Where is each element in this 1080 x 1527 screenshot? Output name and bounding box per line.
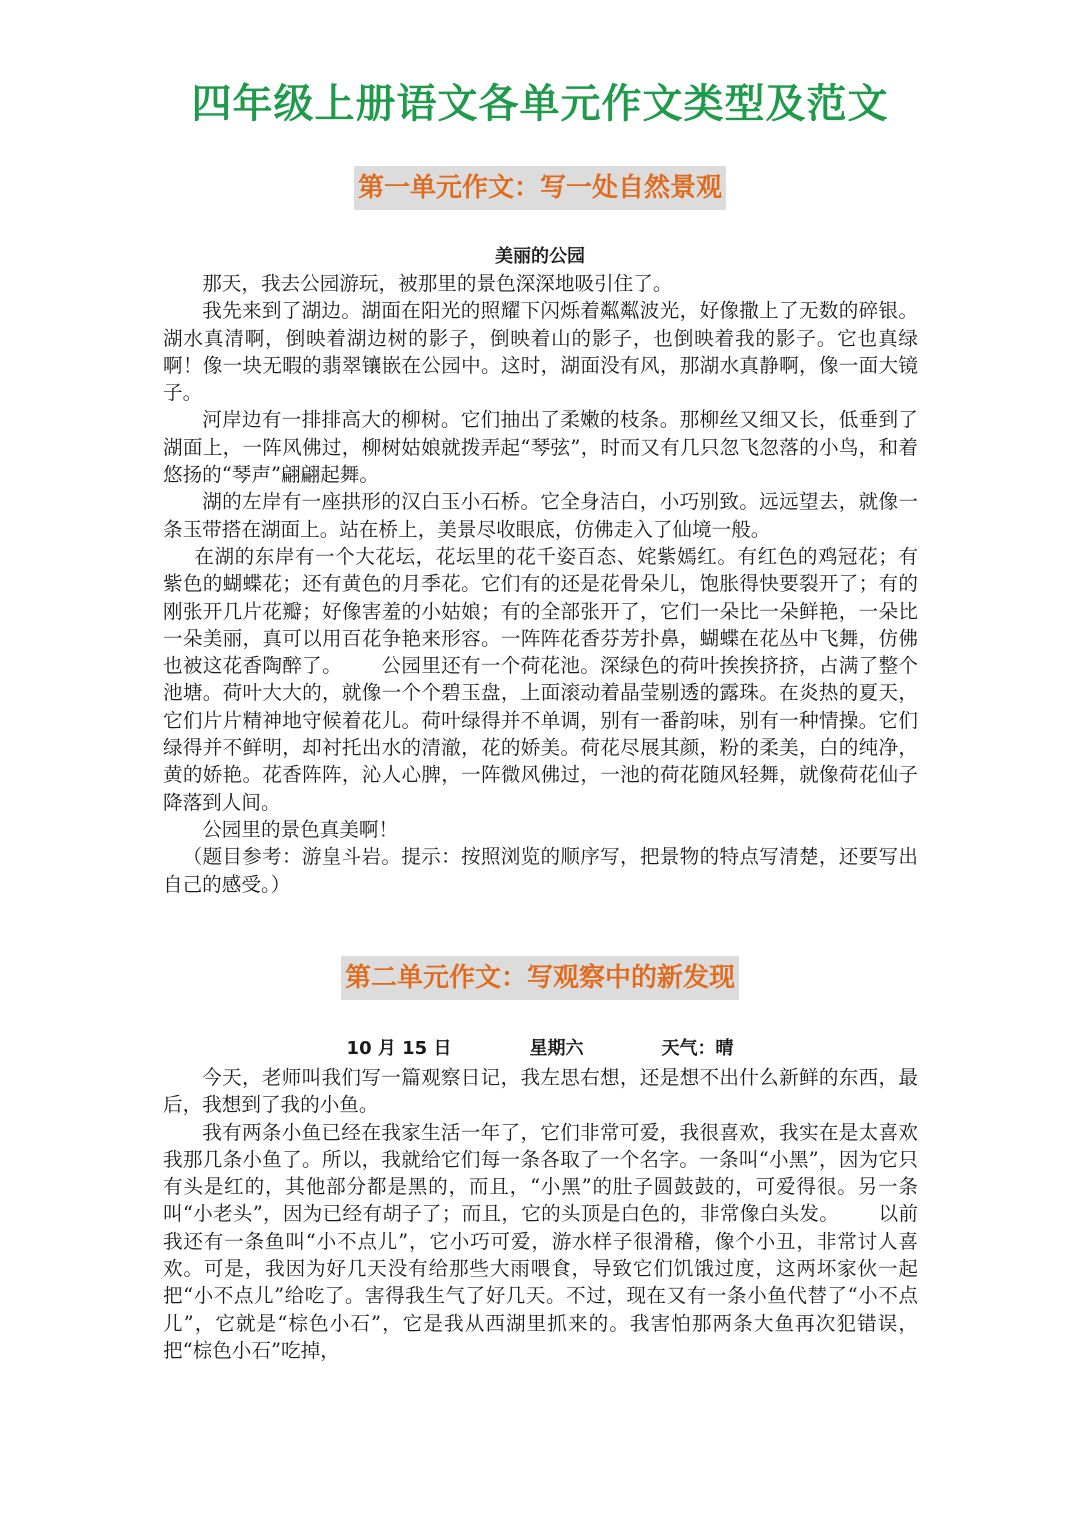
unit1-paragraph-5b: 公园里还有一个荷花池。深绿色的荷叶挨挨挤挤，占满了整个池塘。荷叶大大的，就像一个个碧玉盘，上面滚动着晶莹剔透的露珠。在炎热的夏天，它们片片精神地守候着花儿。荷叶绿得并不单调，别有一番韵味，别有一种情操。它们绿得并不鲜明，却衬托出水的清澈，花的娇美。荷花尽展其颜，粉的柔美，白的纯净，黄的娇艳。花香阵阵，沁人心脾，一阵微风佛过，一池的荷花随风轻舞，就像荷花仙子降落到人间。: [163, 654, 918, 814]
unit1-heading-row: [0, 166, 1080, 210]
unit1-paragraph-3: 河岸边有一排排高大的柳树。它们抽出了柔嫩的枝条。那柳丝又细又长，低垂到了湖面上，一阵风佛过，柳树姑娘就拨弄起“琴弦”，时而又有几只忽飞忽落的小鸟，和着悠扬的“琴声”翩翩起舞。: [163, 408, 918, 487]
unit2-paragraph-2: [163, 1119, 918, 1365]
unit1-paragraph-4: 湖的左岸有一座拱形的汉白玉小石桥。它全身洁白，小巧别致。远远望去，就像一条玉带搭在湖面上。站在桥上，美景尽收眼底，仿佛走入了仙境一般。: [163, 490, 918, 541]
unit2-heading: 第二单元作文：写观察中的新发现: [341, 956, 739, 1000]
page-title: 四年级上册语文各单元作文类型及范文: [191, 81, 889, 127]
unit1-hint: （题目参考：游皇斗岩。提示：按照浏览的顺序写，把景物的特点写清楚，还要写出自己的感受。）: [163, 845, 918, 896]
unit2-paragraph-2a: 我有两条小鱼已经在我家生活一年了，它们非常可爱，我很喜欢，我实在是太喜欢我那几条小鱼了。所以，我就给它们每一条各取了一个名字。一条叫“小黑”，因为它只有头是红的，其他部分都是黑的，而且，“小黑”的肚子圆鼓鼓的，可爱得很。另一条叫“小老头”，因为已经有胡子了；而且，它的头顶是白色的，非常像白头发。: [163, 1120, 918, 1226]
unit2-heading-row: [0, 956, 1080, 1000]
unit1-essay-title: 美丽的公园: [495, 246, 585, 267]
unit2-paragraph-2b: 以前我还有一条鱼叫“小不点儿”，它小巧可爱，游水样子很滑稽，像个小丑，非常讨人喜欢。可是，我因为好几天没有给那些大雨喂食，导致它们饥饿过度，这两坏家伙一起把“小不点儿”给吃了。害得我生气了好几天。不过，现在又有一条小鱼代替了“小不点儿”，它就是“棕色小石”，它是我从西湖里抓来的。我害怕那两条大鱼再次犯错误，把“棕色小石”吃掉，: [163, 1202, 918, 1362]
unit1-heading: 第一单元作文：写一处自然景观: [354, 166, 726, 210]
unit2-paragraph-1: 今天，老师叫我们写一篇观察日记，我左思右想，还是想不出什么新鲜的东西，最后，我想到了我的小鱼。: [163, 1066, 918, 1117]
unit1-paragraph-5: [163, 543, 918, 816]
unit2-date: 10 月 15 日: [346, 1038, 452, 1059]
unit1-essay-body: [163, 270, 918, 898]
unit1-paragraph-2: 我先来到了湖边。湖面在阳光的照耀下闪烁着粼粼波光，好像撒上了无数的碎银。湖水真清啊，倒映着湖边树的影子，倒映着山的影子，也倒映着我的影子。它也真绿啊！像一块无暇的翡翠镶嵌在公园中。这时，湖面没有风，那湖水真静啊，像一面大镜子。: [163, 299, 918, 405]
unit1-paragraph-5a: 在湖的东岸有一个大花坛，花坛里的花千姿百态、姹紫嫣红。有红色的鸡冠花；有紫色的蝴蝶花；还有黄色的月季花。它们有的还是花骨朵儿，饱胀得快要裂开了；有的刚张开几片花瓣；好像害羞的小姑娘；有的全部张开了，它们一朵比一朵鲜艳，一朵比一朵美丽，真可以用百花争艳来形容。一阵阵花香芬芳扑鼻，蝴蝶在花丛中飞舞，仿佛也被这花香陶醉了。: [163, 544, 918, 678]
unit2-weekday: 星期六: [529, 1038, 584, 1059]
unit2-weather: 天气：晴: [661, 1038, 734, 1059]
unit1-paragraph-6: 公园里的景色真美啊！: [202, 817, 399, 841]
unit2-essay-body: [163, 1064, 918, 1364]
unit1-paragraph-1: 那天，我去公园游玩，被那里的景色深深地吸引住了。: [202, 272, 673, 295]
unit2-diary-header: [0, 1036, 1080, 1062]
